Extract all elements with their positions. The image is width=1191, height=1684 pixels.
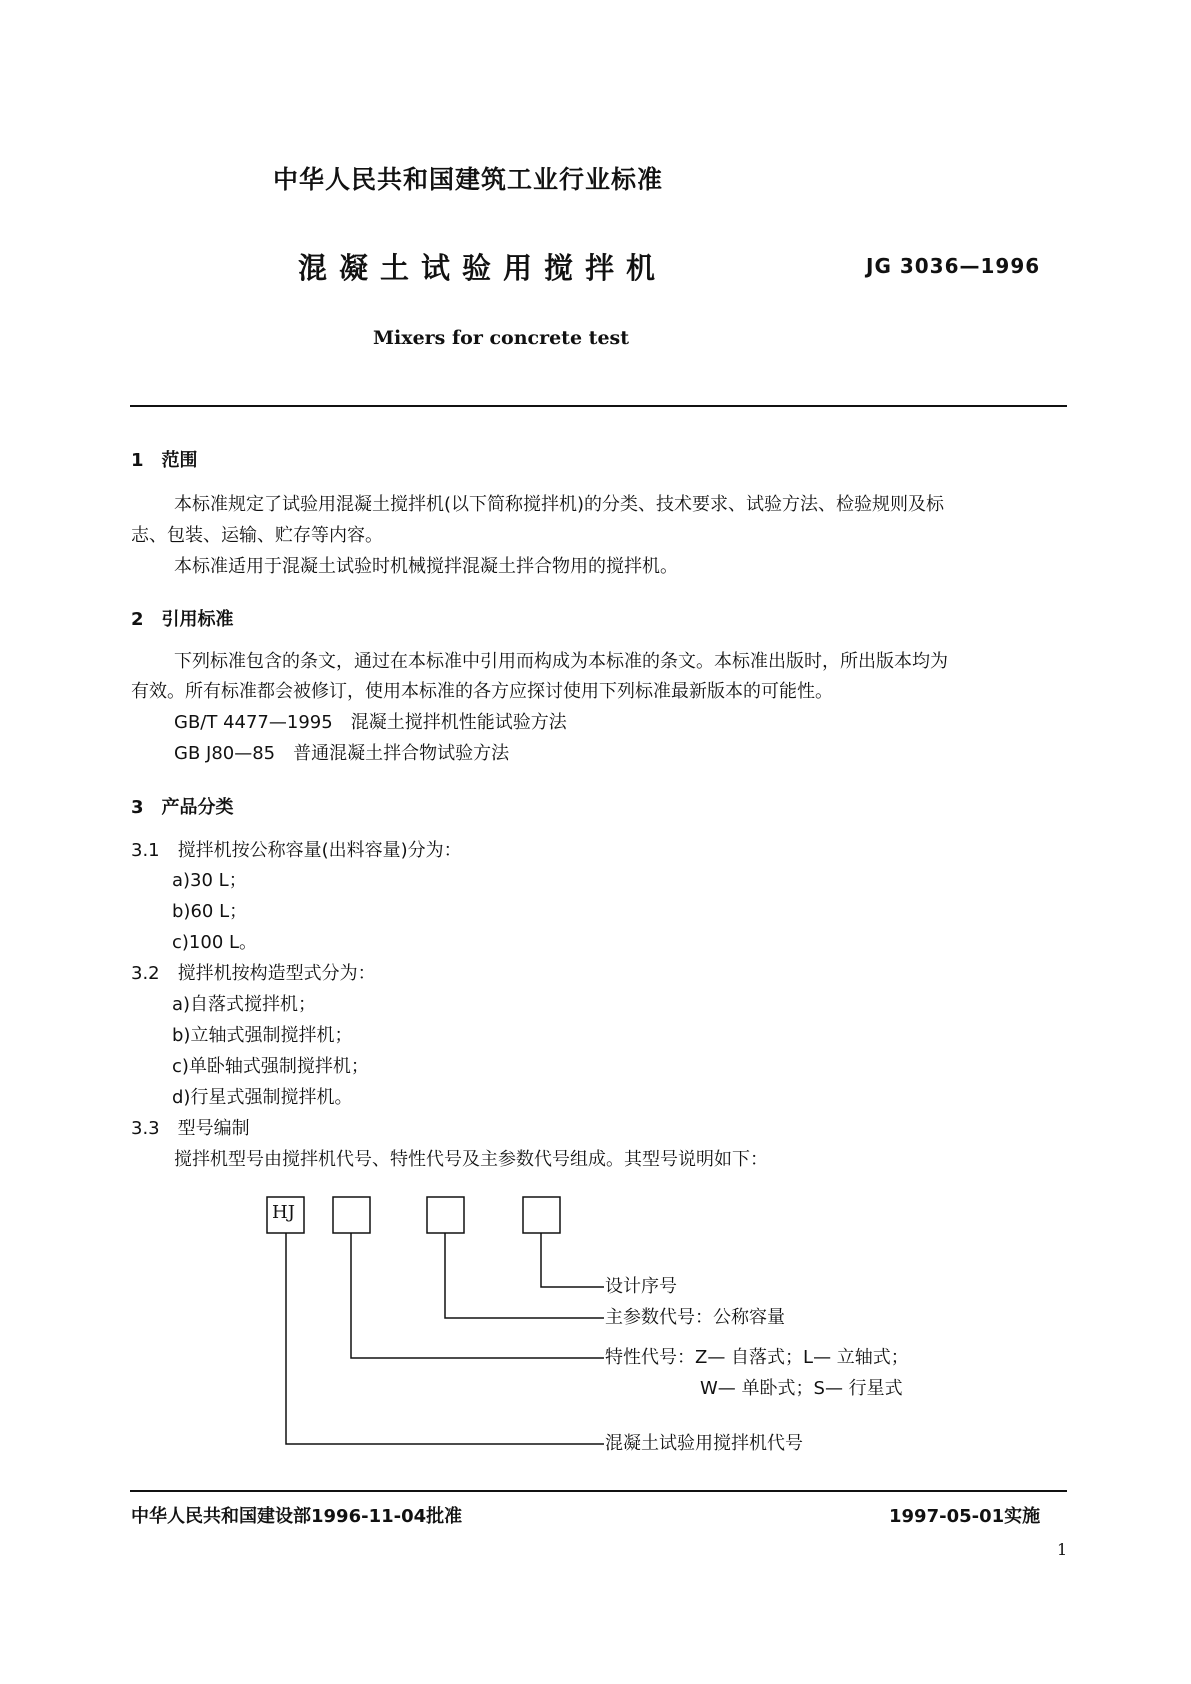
section-3-heading: 3 产品分类 [131,797,234,818]
page-number: 1 [1057,1540,1068,1559]
section-3-2-heading: 3.2 搅拌机按构造型式分为： [131,963,376,984]
code-box-design-seq [523,1197,560,1233]
label-design-seq: 设计序号 [605,1276,677,1297]
footer-divider [130,1490,1067,1492]
section-2-paragraph-line-1: 下列标准包含的条文，通过在本标准中引用而构成为本标准的条文。本标准出版时，所出版本均为 [174,651,948,672]
capacity-item: b)60 L； [172,901,248,922]
connector-feature-code [351,1233,604,1358]
structure-type-item: a)自落式搅拌机； [172,994,317,1015]
capacity-item: a)30 L； [172,870,247,891]
section-3-3-heading: 3.3 型号编制 [131,1118,250,1139]
section-2-heading: 2 引用标准 [131,609,234,630]
english-title: Mixers for concrete test [373,327,629,349]
section-3-3-text: 搅拌机型号由搅拌机代号、特性代号及主参数代号组成。其型号说明如下： [174,1149,768,1170]
capacity-item: c)100 L。 [172,932,258,953]
code-box-main-param [427,1197,464,1233]
label-feature-code-line-1: 特性代号：Z— 自落式；L— 立轴式； [605,1347,909,1368]
code-box-feature [333,1197,370,1233]
label-main-param: 主参数代号：公称容量 [605,1307,785,1328]
document-number: JG 3036—1996 [866,254,1041,278]
section-1-heading: 1 范围 [131,450,198,471]
document-title: 混凝土试验用搅拌机 [298,251,668,285]
structure-type-item: b)立轴式强制搅拌机； [172,1025,353,1046]
section-2-paragraph-line-2: 有效。所有标准都会被修订，使用本标准的各方应探讨使用下列标准最新版本的可能性。 [131,681,833,702]
section-3-1-heading: 3.1 搅拌机按公称容量(出料容量)分为： [131,840,462,861]
standard-header-title: 中华人民共和国建筑工业行业标准 [273,165,664,194]
section-1-paragraph-1-line-1: 本标准规定了试验用混凝土搅拌机(以下简称搅拌机)的分类、技术要求、试验方法、检验规则及标 [174,494,945,515]
section-1-paragraph-1-line-2: 志、包装、运输、贮存等内容。 [131,525,383,546]
reference-standard-1: GB/T 4477—1995 混凝土搅拌机性能试验方法 [174,712,567,733]
approval-date: 中华人民共和国建设部1996-11-04批准 [131,1506,463,1527]
connector-design-seq [541,1233,604,1287]
structure-type-item: d)行星式强制搅拌机。 [172,1087,353,1108]
reference-standard-2: GB J80—85 普通混凝土拌合物试验方法 [174,743,510,764]
connector-main-param [445,1233,604,1318]
structure-type-item: c)单卧轴式强制搅拌机； [172,1056,369,1077]
section-1-paragraph-2: 本标准适用于混凝土试验时机械搅拌混凝土拌合物用的搅拌机。 [174,556,678,577]
label-mixer-code: 混凝土试验用搅拌机代号 [605,1433,803,1454]
implementation-date: 1997-05-01实施 [889,1506,1041,1527]
label-feature-code-line-2: W— 单卧式；S— 行星式 [700,1378,903,1399]
code-box-hj-label: HJ [272,1202,295,1223]
